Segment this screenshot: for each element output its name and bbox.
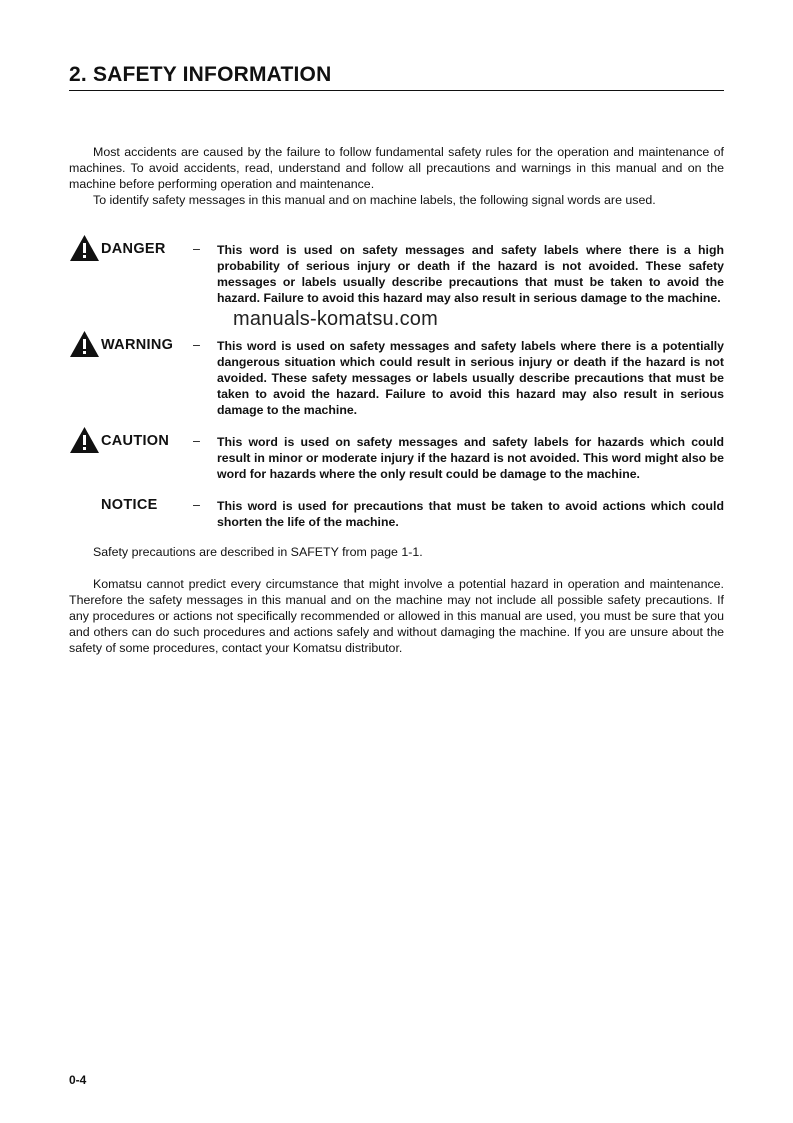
intro-paragraph-1-text: Most accidents are caused by the failure to follow fundamental safety rules for the operation and maintenance of machines. To avoid accidents, read, understand and follow all precautions and warnings in this manual and on the machine before performing operation and maintenance. xyxy=(69,145,724,191)
warning-triangle-icon xyxy=(69,234,100,262)
page-number: 0-4 xyxy=(69,1073,87,1087)
closing-paragraph-1 xyxy=(69,544,724,560)
signal-dash: – xyxy=(193,434,200,448)
signal-description-caution: This word is used on safety messages and safety labels for hazards which could result in minor or moderate injury if the hazard is not avoided. This word might also be word for hazards where the only result could be damage to the machine. xyxy=(217,435,724,481)
page-title: 2. SAFETY INFORMATION xyxy=(69,62,724,91)
warning-triangle-icon xyxy=(69,426,100,454)
signal-description-notice: This word is used for precautions that must be taken to avoid actions which could shorten the life of the machine. xyxy=(217,499,724,529)
intro-paragraph-2 xyxy=(69,192,724,208)
signal-dash: – xyxy=(193,242,200,256)
signal-word-warning: WARNING xyxy=(101,337,174,353)
signal-description-warning: This word is used on safety messages and safety labels where there is a potentially dangerous situation which could result in serious injury or death if the hazard is not avoided. These safety messages or labels usually describe precautions that must be taken to avoid the hazard. Failure to avoid this hazard may also result in serious damage to the machine. xyxy=(217,339,724,417)
intro-paragraph-2-text: To identify safety messages in this manual and on machine labels, the following signal words are used. xyxy=(93,193,656,207)
signal-word-danger: DANGER xyxy=(101,241,166,257)
signal-dash: – xyxy=(193,498,200,512)
signal-word-notice: NOTICE xyxy=(101,497,158,513)
watermark: manuals-komatsu.com xyxy=(233,308,438,330)
signal-dash: – xyxy=(193,338,200,352)
warning-triangle-icon xyxy=(69,330,100,358)
signal-row-warning xyxy=(69,336,724,416)
closing-paragraph-2-text: Komatsu cannot predict every circumstance that might involve a potential hazard in operation and maintenance. Therefore the safety messages in this manual and on the machine may not include all possible safety precautions. If any procedures or actions not specifically recommended or allowed in this manual are used, you must be sure that you and others can do such procedures and actions safely and without damaging the machine. If you are unsure about the safety of some procedures, contact your Komatsu distributor. xyxy=(69,577,724,655)
signal-description-danger: This word is used on safety messages and safety labels where there is a high probability of serious injury or death if the hazard is not avoided. These safety messages or labels usually describe precautions that must be taken to avoid the hazard. Failure to avoid this hazard may also result in serious damage to the machine. xyxy=(217,243,724,305)
intro-paragraph-1 xyxy=(69,144,724,192)
signal-row-notice xyxy=(69,496,724,576)
signal-word-caution: CAUTION xyxy=(101,433,170,449)
closing-paragraph-1-text: Safety precautions are described in SAFETY from page 1-1. xyxy=(93,545,423,559)
closing-paragraph-2 xyxy=(69,576,724,656)
